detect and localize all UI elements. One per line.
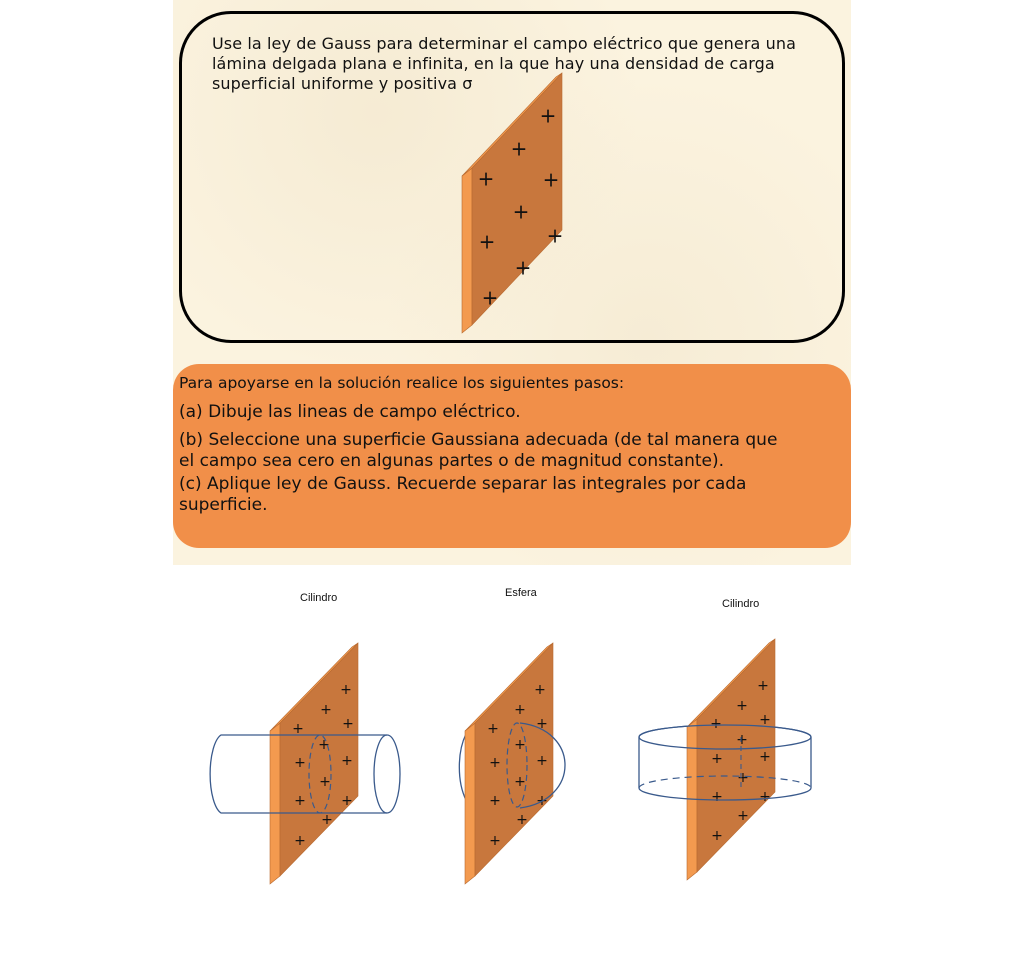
problem-line-1: Use la ley de Gauss para determinar el campo eléctrico que genera una — [212, 34, 796, 53]
middle-plate-charge-plus: + — [489, 755, 501, 771]
middle-plate-charge-plus: + — [516, 812, 528, 828]
problem-line-3: superficial uniforme y positiva σ — [212, 74, 473, 93]
step-c-line-1: (c) Aplique ley de Gauss. Recuerde separar las integrales por cada — [179, 474, 747, 494]
right-plate-charge-plus: + — [757, 678, 769, 694]
main-charge-plus: + — [546, 223, 564, 248]
right-plate-charge-plus: + — [710, 716, 722, 732]
middle-plate-charge-plus: + — [514, 702, 526, 718]
middle-plate-charge-plus: + — [534, 682, 546, 698]
left-plate-charge-plus: + — [341, 753, 353, 769]
right-plate-charge-plus: + — [737, 808, 749, 824]
middle-plate-charge-plus: + — [489, 793, 501, 809]
left-cylinder-back-surface — [210, 735, 270, 813]
step-b-line-1: (b) Seleccione una superficie Gaussiana adecuada (de tal manera que — [179, 430, 778, 450]
left-plate-charge-plus: + — [318, 737, 330, 753]
right-plate-charge-plus: + — [711, 789, 723, 805]
label-sphere: Esfera — [505, 587, 537, 599]
middle-plate-charge-plus: + — [487, 721, 499, 737]
right-plate-charge-plus: + — [736, 732, 748, 748]
left-plate-charge-plus: + — [319, 774, 331, 790]
left-plate-charge-plus: + — [340, 682, 352, 698]
right-plate-charge-plus: + — [759, 749, 771, 765]
right-plate-charge-plus: + — [711, 751, 723, 767]
left-plate-charge-plus: + — [320, 702, 332, 718]
main-charge-plus: + — [514, 255, 532, 280]
left-plate-charge-plus: + — [292, 721, 304, 737]
middle-plate-charge-plus: + — [536, 716, 548, 732]
main-charge-plus: + — [539, 103, 557, 128]
left-plate-charge-plus: + — [294, 833, 306, 849]
left-cylinder-end-cap — [374, 735, 400, 813]
middle-plate-charge-plus: + — [536, 753, 548, 769]
main-charge-plus: + — [481, 285, 499, 310]
main-charge-plus: + — [512, 199, 530, 224]
main-charge-plus: + — [477, 166, 495, 191]
middle-plate-edge — [465, 723, 475, 884]
middle-plate-charge-plus: + — [514, 737, 526, 753]
left-plate-edge — [270, 723, 280, 884]
left-plate-charge-plus: + — [294, 755, 306, 771]
step-a: (a) Dibuje las lineas de campo eléctrico. — [179, 402, 521, 422]
right-plate-charge-plus: + — [759, 789, 771, 805]
step-c-line-2: superficie. — [179, 495, 268, 515]
steps-intro: Para apoyarse en la solución realice los siguientes pasos: — [179, 374, 625, 392]
main-charge-plus: + — [542, 167, 560, 192]
label-right-cylinder: Cilindro — [722, 598, 760, 610]
middle-plate-charge-plus: + — [489, 833, 501, 849]
right-plate-charge-plus: + — [759, 712, 771, 728]
right-plate-charge-plus: + — [711, 828, 723, 844]
main-charge-plus: + — [510, 136, 528, 161]
left-plate-charge-plus: + — [321, 812, 333, 828]
label-left-cylinder: Cilindro — [300, 592, 338, 604]
left-plate-charge-plus: + — [342, 716, 354, 732]
left-plate-charge-plus: + — [341, 793, 353, 809]
right-plate-charge-plus: + — [737, 770, 749, 786]
right-plate-charge-plus: + — [736, 698, 748, 714]
step-b-line-2: el campo sea cero en algunas partes o de magnitud constante). — [179, 451, 725, 471]
middle-plate-charge-plus: + — [514, 774, 526, 790]
middle-plate-charge-plus: + — [536, 793, 548, 809]
main-plate-edge — [462, 168, 472, 333]
main-charge-plus: + — [478, 229, 496, 254]
problem-line-2: lámina delgada plana e infinita, en la que hay una densidad de carga — [212, 54, 775, 73]
left-plate-charge-plus: + — [294, 793, 306, 809]
